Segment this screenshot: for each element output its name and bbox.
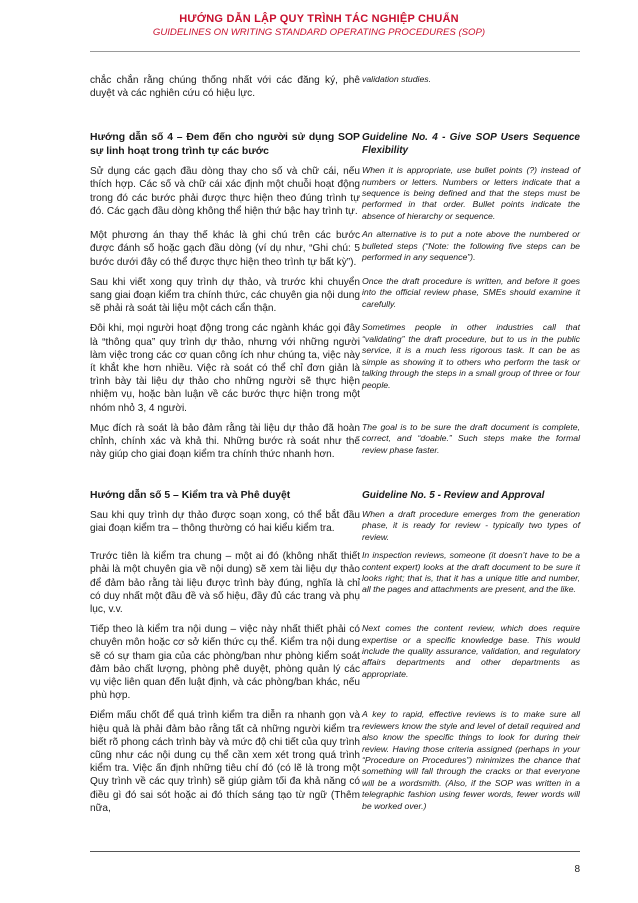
vi-paragraph: Mục đích rà soát là bảo đảm rằng tài liệu dự thảo đã hoàn chỉnh, chính xác và khả thi. Những bước rà soát như thế này giúp cho giai đoạn kiểm tra chính thức nhanh hơn. xyxy=(90,422,360,461)
en-paragraph: Once the draft procedure is written, and before it goes into the official review phase, SMEs should examine it carefully. xyxy=(362,275,580,309)
row-5 xyxy=(90,322,580,421)
vi-paragraph: Điểm mấu chốt để quá trình kiểm tra diễn ra nhanh gọn và hiệu quả là phải đảm bảo rằng tất cả những người kiểm tra biết rõ phong cách trình bày và mức độ chi tiết của quy trình cũng như các nội dung cụ thể cần xem xét trong quá trình kiểm tra. Việc ấn định những tiêu chí đó (có lẽ là trong một Quy trình về các quy trình) sẽ giúp giảm tối đa khả năng có điều gì đó sai sót hoặc ai đó thích sáng tạo từ ngữ (Thêm nữa, xyxy=(90,710,360,814)
row-10 xyxy=(90,623,580,709)
vi-paragraph: Sau khi quy trình dự thảo được soạn xong, có thể bắt đầu giai đoạn kiểm tra – thông thường có hai kiểu kiểm tra. xyxy=(90,509,360,535)
en-paragraph: When it is appropriate, use bullet points (?) instead of numbers or letters. Numbers or letters indicate that a sequence is being defined and that the steps must be performed in that order. Bullet points indicate the absence of hierarchy or sequence. xyxy=(362,165,580,221)
row-1 xyxy=(90,131,580,165)
footer-rule xyxy=(90,851,580,852)
en-paragraph: The goal is to be sure the draft document is complete, correct, and “doable.” Such steps make the formal review phase faster. xyxy=(362,421,580,455)
header-subtitle: GUIDELINES ON WRITING STANDARD OPERATING PROCEDURES (SOP) xyxy=(152,27,486,38)
vi-paragraph: Đôi khi, mọi người hoạt động trong các ngành khác gọi đây là “thông qua” quy trình dự thảo, nhưng với những người làm việc trong các cơ quan công ích như chúng ta, việc này ít khắt khe hơn nhiều. Việc rà soát có thể chỉ đơn giản là trình bày tài liệu dự thảo cho những người sẽ thực hiện nhiệm vụ, hoặc bàn luận về các bước thực hiện trong một nhóm nhỏ 3, 4 người. xyxy=(90,323,360,414)
vi-paragraph: Một phương án thay thế khác là ghi chú trên các bước được đánh số hoặc gạch đầu dòng (ví dụ như, “Ghi chú: 5 bước dưới đây có thể được thực hiện theo trình tự bất kỳ”). xyxy=(90,230,360,268)
en-heading-guideline-5: Guideline No. 5 - Review and Approval xyxy=(362,489,545,501)
en-paragraph: Sometimes people in other industries call that “validating” the draft procedure, but to us in the public service, it is a much less rigorous task. It can be as simple as showing it to others who perform the task or talking through the steps in a small group of three or four people. xyxy=(362,322,580,390)
row-3 xyxy=(90,229,580,276)
vi-paragraph: chắc chắn rằng chúng thống nhất với các đăng ký, phê duyệt và các nghiên cứu có hiệu lực. xyxy=(90,75,360,100)
en-paragraph: An alternative is to put a note above the numbered or bulleted steps (“Note: the following five steps can be performed in any sequence”). xyxy=(362,229,580,263)
en-paragraph: In inspection reviews, someone (it doesn’t have to be a content expert) looks at the draft document to be sure it looks right; that is, that it has a unique title and number, all the pages and attachments are present, and the like. xyxy=(362,550,580,595)
page-number: 8 xyxy=(574,864,580,875)
row-4 xyxy=(90,276,580,323)
page-header xyxy=(0,13,638,39)
en-paragraph: validation studies. xyxy=(362,74,432,84)
vi-paragraph: Tiếp theo là kiểm tra nội dung – việc này nhất thiết phải có chuyên môn hoặc cơ sở kiến thức cụ thể. Kiểm tra nội dung sẽ có sự tham gia của các phòng/ban như phòng kiểm soát đảm bảo chất lượng, phòng phê duyệt, phòng quản lý các vụ việc liên quan đến luật định, và các phòng/ban khác, nếu phù hợp. xyxy=(90,624,360,702)
en-paragraph: When a draft procedure emerges from the generation phase, it is ready for review - typically two types of review. xyxy=(362,508,580,542)
vi-heading-guideline-5: Hướng dẫn số 5 – Kiểm tra và Phê duyệt xyxy=(90,489,291,501)
row-7 xyxy=(90,489,580,509)
vi-paragraph: Trước tiên là kiểm tra chung – một ai đó (không nhất thiết phải là một chuyên gia về nội dung) sẽ xem tài liệu dự thảo để đảm bảo rằng tài liệu được trình bày đúng, nghĩa là chỉ có duy nhất một đầu đề và số hiệu, đầy đủ các trang và phụ lục, v.v. xyxy=(90,551,360,615)
row-9 xyxy=(90,550,580,623)
two-column-body xyxy=(90,74,580,822)
header-rule xyxy=(90,51,580,52)
row-6 xyxy=(90,422,580,469)
en-paragraph: Next comes the content review, which does require expertise or a specific knowledge base. This would include the quality assurance, validation, and regulatory affairs departments and other departments as appropriate. xyxy=(362,623,580,679)
vi-paragraph: Sử dụng các gạch đầu dòng thay cho số và chữ cái, nếu thích hợp. Các số và chữ cái xác định một chuỗi hoạt động trong đó các bước phải được thực hiện theo đúng trình tự đó. Các gạch đầu dòng không thể hiện thứ bậc hay trình tự. xyxy=(90,166,360,217)
en-heading-guideline-4: Guideline No. 4 - Give SOP Users Sequence Flexibility xyxy=(362,132,580,157)
vi-heading-guideline-4: Hướng dẫn số 4 – Đem đến cho người sử dụng SOP sự linh hoạt trong trình tự các bước xyxy=(90,132,360,157)
en-paragraph: A key to rapid, effective reviews is to make sure all reviewers know the style and level of detail required and also know the specific things to look for during their review. Having those criteria assigned (perhaps in your “Procedure on Procedures”) minimizes the chance that something will fall through the cracks or that everyone will be a wordsmith. (Also, if the SOP was written in a telegraphic fashion using fewer words, fewer words will be worked over.) xyxy=(362,709,580,811)
row-8 xyxy=(90,509,580,550)
header-title: HƯỚNG DẪN LẬP QUY TRÌNH TÁC NGHIỆP CHUẨN xyxy=(179,13,459,25)
row-2 xyxy=(90,165,580,229)
row-11 xyxy=(90,709,580,822)
vi-paragraph: Sau khi viết xong quy trình dự thảo, và trước khi chuyển sang giai đoạn kiểm tra chính thức, các chuyên gia nội dung sẽ phải rà soát tài liệu một cách cẩn thận. xyxy=(90,276,360,315)
row-0 xyxy=(90,74,580,107)
